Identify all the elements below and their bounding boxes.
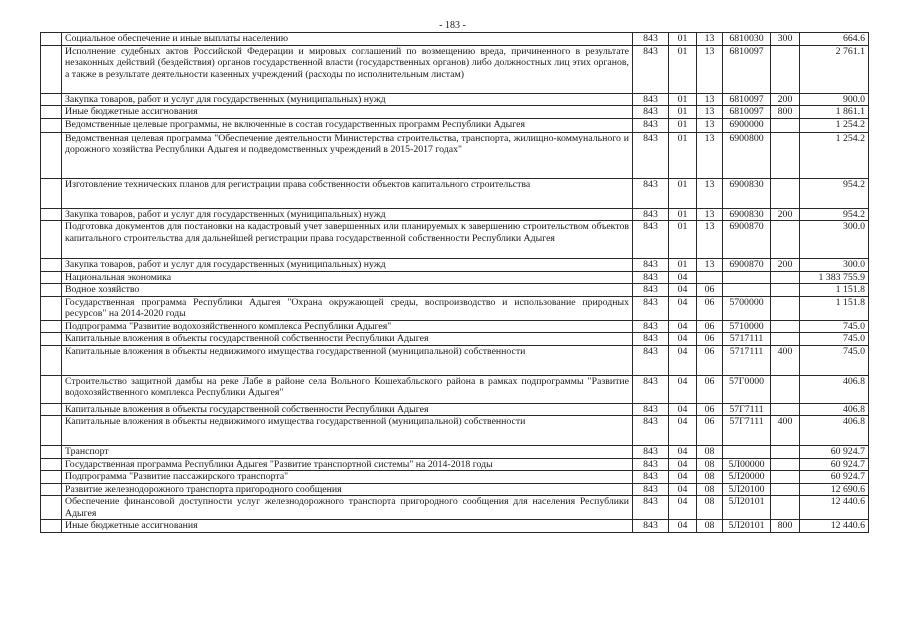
- row-subsection-code: 06: [697, 416, 723, 446]
- budget-table: [40, 32, 869, 533]
- row-expense-type: 200: [771, 208, 800, 221]
- row-target-article: 6810030: [723, 33, 771, 46]
- row-expense-type: 400: [771, 416, 800, 446]
- table-row: [41, 471, 869, 484]
- row-expense-type: [771, 45, 800, 93]
- row-ved-code: 843: [633, 178, 669, 208]
- row-amount: 406.8: [800, 375, 869, 403]
- row-amount: 12 440.6: [800, 496, 869, 520]
- row-amount: 664.6: [800, 33, 869, 46]
- row-index-cell: [41, 118, 62, 132]
- row-expense-type: [771, 271, 800, 284]
- row-section-code: 01: [669, 178, 697, 208]
- row-name: Капитальные вложения в объекты недвижимого имущества государственной (муниципальной) собственности: [62, 416, 633, 446]
- row-section-code: 04: [669, 345, 697, 375]
- table-row: [41, 296, 869, 320]
- row-subsection-code: 08: [697, 483, 723, 496]
- table-row: [41, 375, 869, 403]
- row-target-article: 5Л20101: [723, 520, 771, 533]
- table-row: [41, 208, 869, 221]
- row-ved-code: 843: [633, 471, 669, 484]
- row-index-cell: [41, 259, 62, 272]
- row-subsection-code: 13: [697, 118, 723, 132]
- row-ved-code: 843: [633, 403, 669, 416]
- row-expense-type: [771, 284, 800, 297]
- row-amount: 1 383 755.9: [800, 271, 869, 284]
- row-section-code: 01: [669, 118, 697, 132]
- row-name: Подготовка документов для постановки на кадастровый учет завершенных или планируемых к завершению строительством объектов капитального строительства для дальнейшей регистрации права государственной собственности Республики Адыгея: [62, 221, 633, 259]
- row-target-article: 6810097: [723, 93, 771, 106]
- page-number: - 183 -: [439, 20, 466, 31]
- row-section-code: 04: [669, 446, 697, 459]
- row-subsection-code: [697, 271, 723, 284]
- row-name: Закупка товаров, работ и услуг для государственных (муниципальных) нужд: [62, 93, 633, 106]
- row-subsection-code: 06: [697, 320, 723, 333]
- row-subsection-code: 13: [697, 132, 723, 178]
- row-name: Иные бюджетные ассигнования: [62, 106, 633, 119]
- row-index-cell: [41, 271, 62, 284]
- row-subsection-code: 08: [697, 520, 723, 533]
- row-amount: 1 254.2: [800, 132, 869, 178]
- row-subsection-code: 13: [697, 93, 723, 106]
- row-amount: 300.0: [800, 221, 869, 259]
- table-row: [41, 132, 869, 178]
- row-target-article: 6900800: [723, 132, 771, 178]
- row-ved-code: 843: [633, 33, 669, 46]
- row-ved-code: 843: [633, 446, 669, 459]
- row-ved-code: 843: [633, 520, 669, 533]
- row-ved-code: 843: [633, 106, 669, 119]
- row-section-code: 01: [669, 93, 697, 106]
- row-index-cell: [41, 345, 62, 375]
- row-ved-code: 843: [633, 483, 669, 496]
- row-section-code: 01: [669, 208, 697, 221]
- row-section-code: 01: [669, 221, 697, 259]
- table-row: [41, 446, 869, 459]
- row-amount: 900.0: [800, 93, 869, 106]
- row-ved-code: 843: [633, 93, 669, 106]
- row-section-code: 04: [669, 496, 697, 520]
- row-section-code: 04: [669, 333, 697, 346]
- row-name: Иные бюджетные ассигнования: [62, 520, 633, 533]
- table-row: [41, 271, 869, 284]
- row-expense-type: [771, 483, 800, 496]
- row-expense-type: 800: [771, 106, 800, 119]
- row-section-code: 04: [669, 520, 697, 533]
- row-amount: 60 924.7: [800, 446, 869, 459]
- row-amount: 300.0: [800, 259, 869, 272]
- row-amount: 2 761.1: [800, 45, 869, 93]
- row-index-cell: [41, 132, 62, 178]
- row-target-article: 57Г0000: [723, 375, 771, 403]
- row-index-cell: [41, 93, 62, 106]
- row-expense-type: [771, 296, 800, 320]
- row-section-code: 04: [669, 458, 697, 471]
- row-name: Капитальные вложения в объекты недвижимого имущества государственной (муниципальной) собственности: [62, 345, 633, 375]
- row-name: Развитие железнодорожного транспорта пригородного сообщения: [62, 483, 633, 496]
- row-target-article: 5Л20000: [723, 471, 771, 484]
- row-subsection-code: 06: [697, 345, 723, 375]
- row-amount: 406.8: [800, 403, 869, 416]
- row-expense-type: [771, 333, 800, 346]
- row-section-code: 04: [669, 271, 697, 284]
- row-ved-code: 843: [633, 45, 669, 93]
- row-target-article: 57Г7111: [723, 416, 771, 446]
- row-ved-code: 843: [633, 208, 669, 221]
- row-section-code: 01: [669, 132, 697, 178]
- row-target-article: 57Г7111: [723, 403, 771, 416]
- row-expense-type: [771, 221, 800, 259]
- table-row: [41, 496, 869, 520]
- row-index-cell: [41, 45, 62, 93]
- row-index-cell: [41, 284, 62, 297]
- row-section-code: 04: [669, 284, 697, 297]
- row-expense-type: [771, 471, 800, 484]
- row-ved-code: 843: [633, 271, 669, 284]
- row-amount: 745.0: [800, 320, 869, 333]
- row-expense-type: 800: [771, 520, 800, 533]
- row-section-code: 04: [669, 471, 697, 484]
- row-amount: 1 861.1: [800, 106, 869, 119]
- row-target-article: 5Л20101: [723, 496, 771, 520]
- row-ved-code: 843: [633, 221, 669, 259]
- table-row: [41, 458, 869, 471]
- row-target-article: 5Л20100: [723, 483, 771, 496]
- row-amount: 406.8: [800, 416, 869, 446]
- row-index-cell: [41, 333, 62, 346]
- row-target-article: 6900830: [723, 208, 771, 221]
- row-amount: 1 151.8: [800, 284, 869, 297]
- row-subsection-code: 06: [697, 296, 723, 320]
- row-expense-type: [771, 496, 800, 520]
- table-row: [41, 403, 869, 416]
- row-expense-type: 200: [771, 259, 800, 272]
- row-index-cell: [41, 106, 62, 119]
- row-name: Водное хозяйство: [62, 284, 633, 297]
- row-subsection-code: 13: [697, 178, 723, 208]
- row-target-article: 5717111: [723, 345, 771, 375]
- row-ved-code: 843: [633, 458, 669, 471]
- row-expense-type: [771, 375, 800, 403]
- row-ved-code: 843: [633, 496, 669, 520]
- row-expense-type: 300: [771, 33, 800, 46]
- row-name: Социальное обеспечение и иные выплаты населению: [62, 33, 633, 46]
- row-index-cell: [41, 320, 62, 333]
- row-name: Обеспечение финансовой доступности услуг железнодорожного транспорта пригородного сообщения для населения Республики Адыгея: [62, 496, 633, 520]
- table-row: [41, 483, 869, 496]
- row-index-cell: [41, 375, 62, 403]
- row-index-cell: [41, 221, 62, 259]
- table-row: [41, 118, 869, 132]
- table-row: [41, 45, 869, 93]
- table-row: [41, 259, 869, 272]
- row-name: Государственная программа Республики Адыгея "Охрана окружающей среды, воспроизводство и использование природных ресурсов" на 2014-2020 годы: [62, 296, 633, 320]
- row-expense-type: [771, 458, 800, 471]
- row-section-code: 01: [669, 106, 697, 119]
- row-name: Закупка товаров, работ и услуг для государственных (муниципальных) нужд: [62, 208, 633, 221]
- row-index-cell: [41, 296, 62, 320]
- row-ved-code: 843: [633, 284, 669, 297]
- table-row: [41, 284, 869, 297]
- row-section-code: 04: [669, 320, 697, 333]
- row-ved-code: 843: [633, 320, 669, 333]
- row-target-article: 6900830: [723, 178, 771, 208]
- row-name: Капитальные вложения в объекты государственной собственности Республики Адыгея: [62, 333, 633, 346]
- row-expense-type: [771, 446, 800, 459]
- row-subsection-code: 08: [697, 458, 723, 471]
- row-section-code: 04: [669, 483, 697, 496]
- row-expense-type: 400: [771, 345, 800, 375]
- row-expense-type: [771, 178, 800, 208]
- row-index-cell: [41, 520, 62, 533]
- row-expense-type: [771, 403, 800, 416]
- table-body: [41, 33, 869, 533]
- row-index-cell: [41, 403, 62, 416]
- row-target-article: [723, 271, 771, 284]
- table-row: [41, 33, 869, 46]
- row-target-article: 5710000: [723, 320, 771, 333]
- row-index-cell: [41, 496, 62, 520]
- row-subsection-code: 13: [697, 45, 723, 93]
- row-amount: 60 924.7: [800, 458, 869, 471]
- row-index-cell: [41, 458, 62, 471]
- row-section-code: 01: [669, 45, 697, 93]
- row-name: Подпрограмма "Развитие пассажирского транспорта": [62, 471, 633, 484]
- row-subsection-code: 13: [697, 33, 723, 46]
- table-row: [41, 333, 869, 346]
- row-name: Государственная программа Республики Адыгея "Развитие транспортной системы" на 2014-2018 годы: [62, 458, 633, 471]
- row-subsection-code: 13: [697, 221, 723, 259]
- row-expense-type: [771, 118, 800, 132]
- row-name: Закупка товаров, работ и услуг для государственных (муниципальных) нужд: [62, 259, 633, 272]
- row-amount: 1 254.2: [800, 118, 869, 132]
- row-section-code: 01: [669, 259, 697, 272]
- row-ved-code: 843: [633, 132, 669, 178]
- row-name: Строительство защитной дамбы на реке Лабе в районе села Вольного Кошехабльского района в рамках подпрограммы "Развитие водохозяйственного комплекса Республики Адыгея": [62, 375, 633, 403]
- table-row: [41, 320, 869, 333]
- row-index-cell: [41, 446, 62, 459]
- row-target-article: 6900870: [723, 259, 771, 272]
- row-subsection-code: 08: [697, 471, 723, 484]
- row-ved-code: 843: [633, 345, 669, 375]
- row-name: Ведомственная целевая программа "Обеспечение деятельности Министерства строительства, транспорта, жилищно-коммунального и дорожного хозяйства Республики Адыгея и подведомственных учреждений в 2015-2017 годах": [62, 132, 633, 178]
- row-index-cell: [41, 471, 62, 484]
- row-name: Изготовление технических планов для регистрации права собственности объектов капитального строительства: [62, 178, 633, 208]
- row-target-article: 5700000: [723, 296, 771, 320]
- row-target-article: 5Л00000: [723, 458, 771, 471]
- table-row: [41, 93, 869, 106]
- row-amount: 954.2: [800, 178, 869, 208]
- row-index-cell: [41, 33, 62, 46]
- row-expense-type: 200: [771, 93, 800, 106]
- row-target-article: 6900000: [723, 118, 771, 132]
- row-section-code: 04: [669, 403, 697, 416]
- row-section-code: 04: [669, 416, 697, 446]
- table-row: [41, 221, 869, 259]
- row-amount: 745.0: [800, 333, 869, 346]
- row-target-article: 5717111: [723, 333, 771, 346]
- row-ved-code: 843: [633, 375, 669, 403]
- row-subsection-code: 13: [697, 106, 723, 119]
- row-expense-type: [771, 320, 800, 333]
- row-index-cell: [41, 416, 62, 446]
- row-amount: 954.2: [800, 208, 869, 221]
- row-subsection-code: 06: [697, 375, 723, 403]
- row-subsection-code: 08: [697, 496, 723, 520]
- row-section-code: 01: [669, 33, 697, 46]
- table-row: [41, 416, 869, 446]
- row-ved-code: 843: [633, 259, 669, 272]
- table-row: [41, 106, 869, 119]
- row-ved-code: 843: [633, 296, 669, 320]
- row-section-code: 04: [669, 296, 697, 320]
- row-name: Транспорт: [62, 446, 633, 459]
- row-subsection-code: 08: [697, 446, 723, 459]
- row-amount: 745.0: [800, 345, 869, 375]
- table-row: [41, 520, 869, 533]
- row-amount: 12 440.6: [800, 520, 869, 533]
- row-name: Исполнение судебных актов Российской Федерации и мировых соглашений по возмещению вреда, причиненного в результате незаконных действий (бездействия) органов государственной власти (государственных органов) либо должностных лиц этих органов, а также в результате деятельности казенных учреждений (расходы по исполнительным листам): [62, 45, 633, 93]
- row-subsection-code: 13: [697, 259, 723, 272]
- row-subsection-code: 13: [697, 208, 723, 221]
- row-expense-type: [771, 132, 800, 178]
- table-row: [41, 345, 869, 375]
- row-section-code: 04: [669, 375, 697, 403]
- row-target-article: [723, 284, 771, 297]
- row-amount: 12 690.6: [800, 483, 869, 496]
- row-amount: 60 924.7: [800, 471, 869, 484]
- row-target-article: [723, 446, 771, 459]
- row-name: Национальная экономика: [62, 271, 633, 284]
- row-name: Подпрограмма "Развитие водохозяйственного комплекса Республики Адыгея": [62, 320, 633, 333]
- row-index-cell: [41, 483, 62, 496]
- row-subsection-code: 06: [697, 403, 723, 416]
- row-index-cell: [41, 208, 62, 221]
- row-amount: 1 151.8: [800, 296, 869, 320]
- row-target-article: 6900870: [723, 221, 771, 259]
- table-row: [41, 178, 869, 208]
- row-target-article: 6810097: [723, 45, 771, 93]
- row-subsection-code: 06: [697, 284, 723, 297]
- row-ved-code: 843: [633, 416, 669, 446]
- row-name: Капитальные вложения в объекты государственной собственности Республики Адыгея: [62, 403, 633, 416]
- row-name: Ведомственные целевые программы, не включенные в состав государственных программ Республики Адыгея: [62, 118, 633, 132]
- row-ved-code: 843: [633, 118, 669, 132]
- row-subsection-code: 06: [697, 333, 723, 346]
- row-target-article: 6810097: [723, 106, 771, 119]
- row-ved-code: 843: [633, 333, 669, 346]
- row-index-cell: [41, 178, 62, 208]
